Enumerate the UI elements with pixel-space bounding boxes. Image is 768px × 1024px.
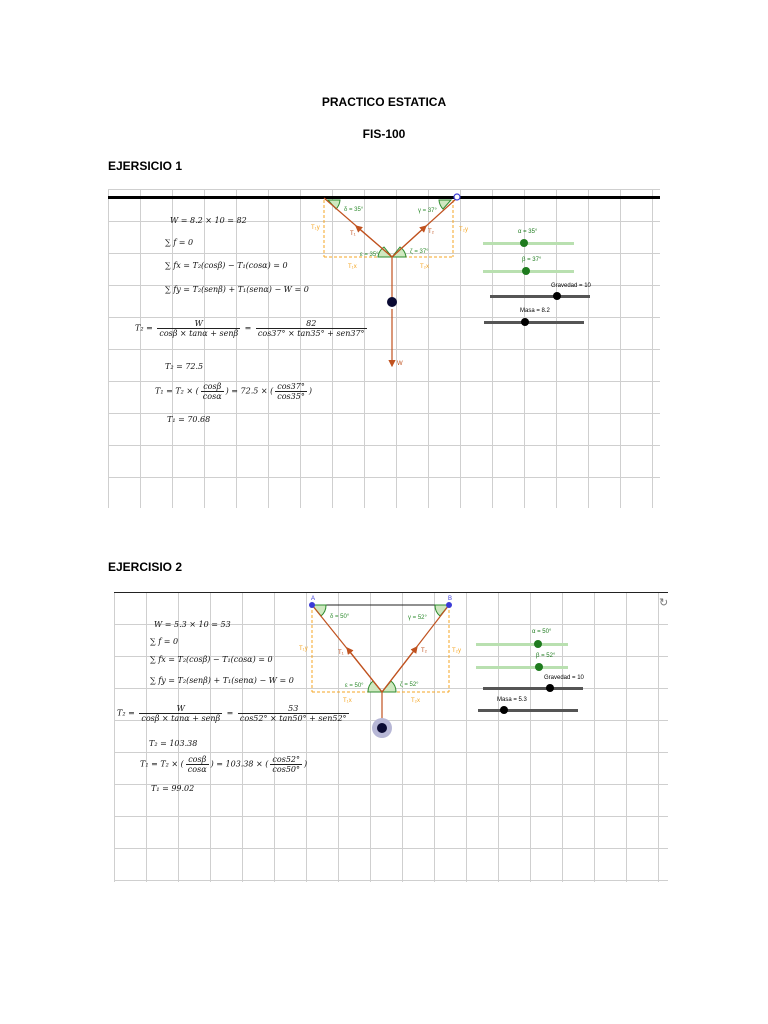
t1-lhs: T₁ = T₂ × (	[155, 386, 199, 396]
point-b[interactable]	[454, 194, 460, 200]
sum-forces-equation: ∑ f = 0	[165, 238, 194, 247]
t2y-label: T₂y	[452, 648, 461, 654]
t1-denominator-value: cos50°	[272, 765, 301, 774]
angle-gamma-label: γ = 52°	[408, 615, 427, 621]
hanging-mass[interactable]	[387, 297, 397, 307]
beta-slider-label: β = 37°	[522, 257, 542, 263]
t1-denominator: cosα	[202, 392, 222, 401]
alpha-slider-handle[interactable]	[520, 239, 528, 247]
beta-slider-handle[interactable]	[522, 267, 530, 275]
t2-vector-label: T₂	[428, 229, 434, 235]
t2y-label: T₂y	[459, 227, 468, 233]
mass-slider-label: Masa = 8.2	[520, 308, 550, 314]
t1-end: )	[308, 386, 312, 396]
beta-slider[interactable]	[483, 270, 574, 273]
t1y-label: T₁y	[311, 225, 320, 231]
t1-numerator-value: cos37°	[277, 382, 305, 391]
document-title: PRACTICO ESTATICA	[321, 95, 447, 109]
angle-delta-label: δ = 50°	[330, 614, 350, 620]
t1-denominator: cosα	[187, 765, 207, 774]
angle-epsilon-label: ε = 50°	[345, 683, 364, 689]
gravity-slider-handle[interactable]	[546, 684, 554, 692]
t1-numerator: cosβ	[186, 755, 209, 765]
mass-slider-handle[interactable]	[500, 706, 508, 714]
t2-numerator-value: 53	[238, 704, 349, 714]
t1-mid: ) = 103.38 × (	[210, 759, 269, 769]
point-b-label: B	[448, 596, 453, 602]
exercise-2-heading: EJERCISIO 2	[108, 560, 183, 574]
angle-zeta-label: ζ = 52°	[400, 682, 419, 688]
mass-slider-handle[interactable]	[521, 318, 529, 326]
point-b[interactable]	[446, 602, 452, 608]
alpha-slider[interactable]	[483, 242, 574, 245]
gravity-slider-handle[interactable]	[553, 292, 561, 300]
angle-gamma-label: γ = 37°	[418, 208, 437, 214]
t2x-label: T₂x	[411, 698, 420, 704]
t1-mid: ) = 72.5 × (	[225, 386, 274, 396]
force-diagram-1[interactable]	[108, 189, 660, 508]
angle-delta-label: δ = 35°	[344, 207, 364, 213]
alpha-slider-label: α = 50°	[532, 629, 552, 635]
sum-fx-equation: ∑ fx = T₂(cosβ) − T₁(cosα) = 0	[150, 655, 273, 664]
t2-equals: =	[244, 323, 252, 333]
t1x-label: T₁x	[348, 264, 357, 270]
weight-equation: W = 8.2 × 10 = 82	[170, 216, 247, 225]
t1-numerator: cosβ	[201, 382, 224, 392]
point-a[interactable]	[309, 602, 315, 608]
mass-slider-label: Masa = 5.3	[497, 697, 527, 703]
t2-numerator: W	[157, 319, 240, 329]
weight-equation: W = 5.3 × 10 = 53	[154, 620, 231, 629]
t2-denominator-value: cos52° × tan50° + sen52°	[239, 714, 347, 723]
t2-vector-label: T₂	[421, 648, 427, 654]
t2-numerator-value: 82	[256, 319, 367, 329]
gravity-slider-label: Gravedad = 10	[544, 675, 584, 681]
sum-fy-equation: ∑ fy = T₂(senβ) + T₁(senα) − W = 0	[150, 676, 294, 685]
sum-fx-equation: ∑ fx = T₂(cosβ) − T₁(cosα) = 0	[165, 261, 288, 270]
gravity-slider[interactable]	[490, 295, 590, 298]
t2-lhs: T₂ =	[117, 708, 135, 718]
t1x-label: T₁x	[343, 698, 352, 704]
t1-vector-label: T₁	[338, 650, 344, 656]
angle-zeta-label: ζ = 37°	[410, 249, 429, 255]
gravity-slider-label: Gravedad = 10	[551, 283, 591, 289]
t1-result: T₁ = 99.02	[151, 784, 195, 793]
t2-result: T₂ = 72.5	[165, 362, 204, 371]
t2x-label: T₂x	[420, 264, 429, 270]
t2-equals: =	[226, 708, 234, 718]
sum-fy-equation: ∑ fy = T₂(senβ) + T₁(senα) − W = 0	[165, 285, 309, 294]
mass-slider[interactable]	[478, 709, 578, 712]
beta-slider-label: β = 52°	[536, 653, 556, 659]
t1-vector-label: T₁	[350, 231, 356, 237]
exercise-1-heading: EJERSICIO 1	[108, 159, 183, 173]
t2-result: T₂ = 103.38	[149, 739, 198, 748]
t1-result: T₁ = 70.68	[167, 415, 211, 424]
course-code: FIS-100	[362, 127, 406, 141]
t2-denominator-value: cos37° × tan35° + sen37°	[257, 329, 365, 338]
alpha-slider-handle[interactable]	[534, 640, 542, 648]
exercise-1-panel[interactable]	[108, 189, 660, 508]
t2-denominator: cosβ × tanα + senβ	[141, 714, 221, 723]
t2-numerator: W	[139, 704, 222, 714]
angle-epsilon-label: ε = 35°	[360, 252, 379, 258]
beta-slider[interactable]	[476, 666, 568, 669]
point-a-label: A	[311, 596, 316, 602]
t1-numerator-value: cos52°	[272, 755, 301, 764]
alpha-slider-label: α = 35°	[518, 229, 538, 235]
exercise-2-panel[interactable]	[114, 592, 668, 882]
force-diagram-2[interactable]	[114, 592, 668, 882]
hanging-mass[interactable]	[377, 723, 387, 733]
t1-end: )	[304, 759, 308, 769]
t1-denominator-value: cos35°	[277, 392, 305, 401]
t1-lhs: T₁ = T₂ × (	[140, 759, 184, 769]
alpha-slider[interactable]	[476, 643, 568, 646]
t2-lhs: T₂ =	[135, 323, 153, 333]
w-vector-label: W	[397, 361, 403, 367]
reset-icon[interactable]: ↻	[659, 597, 668, 609]
mass-slider[interactable]	[484, 321, 584, 324]
t1y-label: T₁y	[299, 646, 308, 652]
angle-marker-delta	[328, 200, 340, 209]
t2-denominator: cosβ × tanα + senβ	[159, 329, 239, 338]
sum-forces-equation: ∑ f = 0	[150, 637, 179, 646]
gravity-slider[interactable]	[483, 687, 583, 690]
